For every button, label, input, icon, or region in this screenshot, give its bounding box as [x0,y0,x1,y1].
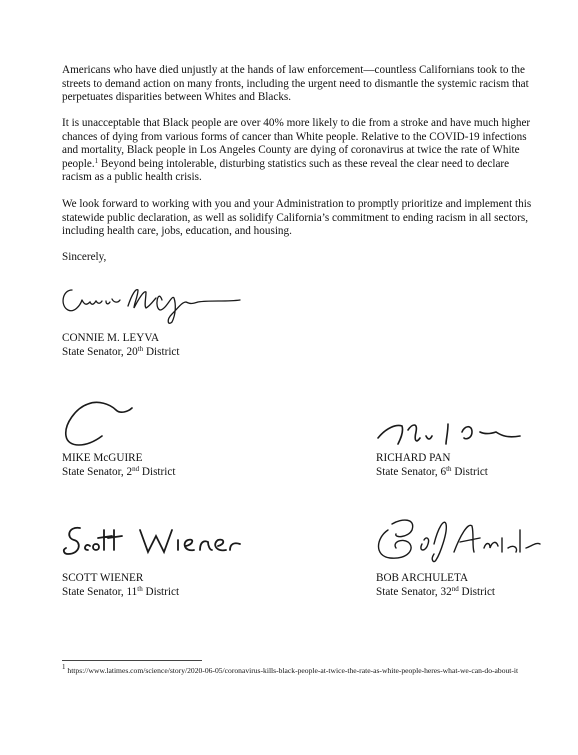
signer-name: SCOTT WIENER [62,572,144,584]
signature-richard-pan [372,414,542,454]
signer-title: State Senator, 2nd District [62,464,176,478]
closing-salutation: Sincerely, [62,251,107,263]
signer-title: State Senator, 6th District [376,464,488,478]
footnote-url[interactable]: https://www.latimes.com/science/story/2020-06-05/coronavirus-kills-black-people-at-twice-the-rate-as-white-people-heres-what-we-can-do-about-it [65,666,519,675]
signer-name: RICHARD PAN [376,452,451,464]
signer-block-scott-wiener [62,572,179,599]
paragraph-2-main-text: It is unacceptable that Black people are over 40% more likely to die from a stroke and have much higher chances of dying from various forms of cancer than White people. Relative to the COVID-19 infections and mortality, Black people in Los Angeles County are dying of coronavirus at twice the rate of White people. [62,117,531,170]
body-paragraph-3: We look forward to working with you and your Administration to promptly prioritize and implement this statewide public declaration, as well as solidify California’s commitment to ending racism in all sectors, including health care, jobs, education, and housing. [62,198,532,238]
footnote-divider [62,660,202,661]
signer-block-mike-mcguire [62,452,175,479]
footnote [62,663,532,676]
signer-title: State Senator, 32nd District [376,584,496,598]
signer-name: BOB ARCHULETA [376,572,469,584]
signature-mike-mcguire [58,396,148,452]
body-paragraph-2 [62,117,532,185]
signer-block-richard-pan [376,452,488,479]
signer-name: CONNIE M. LEYVA [62,332,160,344]
footnote-marker: 1 [62,663,66,671]
footnote-reference: 1 [94,156,99,165]
signature-scott-wiener [58,516,248,566]
body-paragraph-1: Americans who have died unjustly at the hands of law enforcement—countless Californians took to the streets to demand action on many fronts, including the urgent need to dismantle the systemic racism that perpetuates disparities between Whites and Blacks. [62,64,529,104]
signer-block-bob-archuleta [376,572,495,599]
signer-block-connie-leyva [62,332,180,359]
signer-title: State Senator, 20th District [62,344,180,358]
signature-connie-leyva [58,280,248,328]
signer-name: MIKE McGUIRE [62,452,143,464]
paragraph-2-tail-text: Beyond being intolerable, disturbing statistics such as these reveal the clear need to declare racism as a public health crisis. [62,157,510,184]
signer-title: State Senator, 11th District [62,584,180,598]
signature-bob-archuleta [368,508,548,572]
